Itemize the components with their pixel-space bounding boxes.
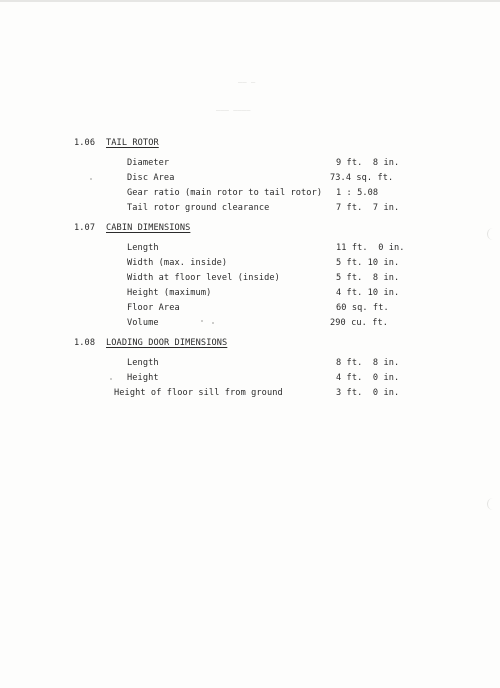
bleed-through-mark: —— — [238, 78, 256, 86]
section-number: 1.08 [74, 338, 96, 348]
ink-speck [201, 320, 203, 322]
row-value: 8 ft. 8 in. [336, 358, 400, 368]
ink-speck [90, 178, 92, 180]
row-value: 5 ft. 10 in. [336, 258, 400, 268]
row-value: 4 ft. 10 in. [336, 288, 400, 298]
row-label: Diameter [127, 158, 170, 168]
scan-edge-mark [487, 228, 500, 240]
section-title: TAIL ROTOR [106, 138, 159, 148]
row-label: Length [127, 358, 159, 368]
row-label: Floor Area [127, 303, 180, 313]
row-value: 5 ft. 8 in. [336, 273, 400, 283]
row-value: 3 ft. 0 in. [336, 388, 400, 398]
row-label: Gear ratio (main rotor to tail rotor) [127, 188, 323, 198]
row-value: 73.4 sq. ft. [330, 173, 394, 183]
row-value: 4 ft. 0 in. [336, 373, 400, 383]
section-number: 1.06 [74, 138, 96, 148]
section-title: CABIN DIMENSIONS [106, 223, 191, 233]
row-value: 290 cu. ft. [330, 318, 389, 328]
row-label: Tail rotor ground clearance [127, 203, 270, 213]
row-value: 11 ft. 0 in. [336, 243, 405, 253]
ink-speck [110, 378, 112, 380]
row-label: Width (max. inside) [127, 258, 228, 268]
section-title: LOADING DOOR DIMENSIONS [106, 338, 228, 348]
row-label: Width at floor level (inside) [127, 273, 280, 283]
page-top-edge [0, 0, 500, 2]
row-label: Disc Area [127, 173, 175, 183]
ink-speck [212, 322, 214, 324]
row-value: 60 sq. ft. [336, 303, 389, 313]
row-label: Height [127, 373, 159, 383]
row-label: Height of floor sill from ground [114, 388, 283, 398]
row-value: 1 : 5.08 [336, 188, 379, 198]
row-label: Volume [127, 318, 159, 328]
row-label: Length [127, 243, 159, 253]
scan-edge-mark [487, 498, 500, 510]
bleed-through-mark: ——— ———— [216, 106, 251, 114]
row-value: 9 ft. 8 in. [336, 158, 400, 168]
row-value: 7 ft. 7 in. [336, 203, 400, 213]
row-label: Height (maximum) [127, 288, 212, 298]
section-number: 1.07 [74, 223, 96, 233]
